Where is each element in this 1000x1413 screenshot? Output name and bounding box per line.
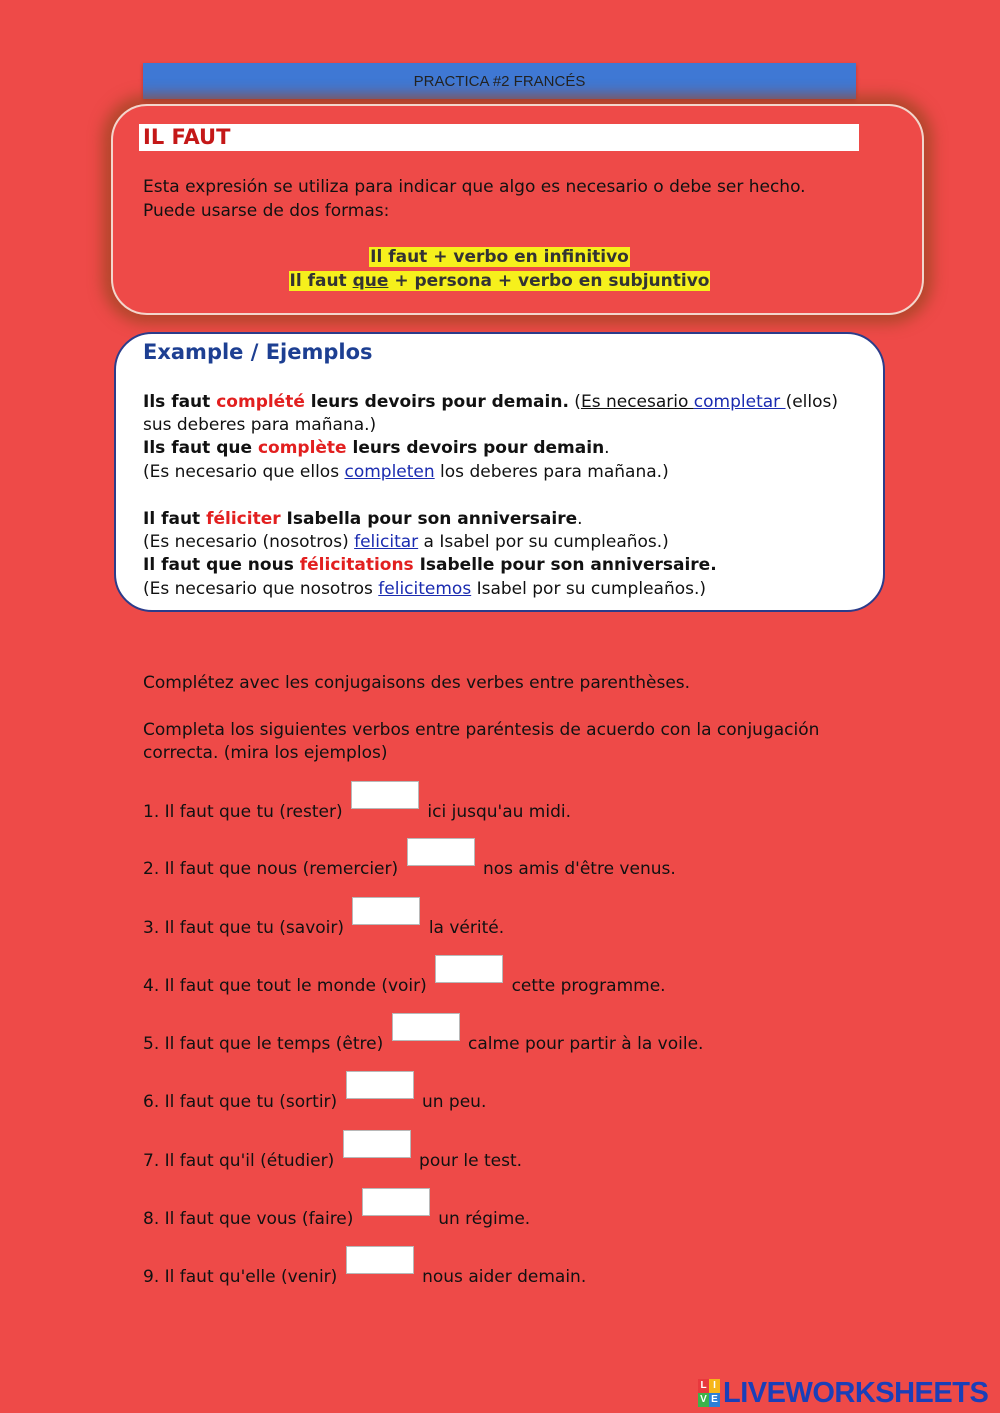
il-faut-intro-1: Esta expresión se utiliza para indicar que algo es necesario o debe ser hecho. [143, 177, 806, 197]
examples-title: Example / Ejemplos [143, 340, 373, 364]
example-3-c: Isabella pour son anniversaire [280, 509, 578, 529]
logo-mark-cell: E [709, 1393, 720, 1407]
question-3 [143, 916, 504, 940]
example-4-link: felicitemos [378, 579, 472, 599]
header-bar [143, 63, 856, 99]
example-3-line [143, 507, 583, 531]
form-2-part-a: Il faut [289, 271, 353, 291]
il-faut-title-bar [139, 124, 859, 151]
question-8-text: 8. Il faut que vous (faire) [143, 1209, 354, 1229]
il-faut-title: IL FAUT [143, 125, 231, 149]
form-2-part-c: + persona + verbo en subjuntivo [388, 271, 710, 291]
answer-input-2[interactable] [407, 838, 475, 866]
logo-mark-icon [698, 1379, 720, 1407]
question-9-text: 9. Il faut qu'elle (venir) [143, 1267, 338, 1287]
question-9-rest: nous aider demain. [422, 1267, 587, 1287]
logo-mark-cell: V [698, 1393, 709, 1407]
question-4-rest: cette programme. [511, 976, 666, 996]
question-5-rest: calme pour partir à la voile. [468, 1034, 704, 1054]
example-2-translation [143, 460, 669, 484]
example-4-t3: Isabel por su cumpleaños.) [471, 579, 707, 599]
example-3-verb: féliciter [206, 509, 281, 529]
question-8-rest: un régime. [438, 1209, 531, 1229]
example-1-c: leurs devoirs pour demain. [304, 392, 569, 412]
example-3-t1: (Es necesario (nosotros) [143, 532, 355, 552]
example-2-verb: complète [257, 438, 347, 458]
form-2-part-b: que [352, 271, 389, 291]
answer-input-7[interactable] [343, 1130, 411, 1158]
example-4-t1: (Es necesario que nosotros [143, 579, 379, 599]
example-1-g: (ellos) [785, 392, 838, 412]
example-2-line [143, 436, 610, 460]
answer-input-4[interactable] [435, 955, 503, 983]
form-1-text: Il faut + verbo en infinitivo [370, 247, 629, 267]
question-6-rest: un peu. [421, 1092, 487, 1112]
example-1-cont: sus deberes para mañana.) [143, 415, 377, 435]
example-3-t3: a Isabel por su cumpleaños.) [418, 532, 669, 552]
logo-mark-cell: L [698, 1379, 709, 1393]
question-3-text: 3. Il faut que tu (savoir) [143, 918, 344, 938]
question-6 [143, 1090, 486, 1114]
example-1-a: Ils faut [143, 392, 217, 412]
liveworksheets-logo [698, 1378, 988, 1408]
question-9 [143, 1265, 586, 1289]
question-5 [143, 1032, 703, 1056]
question-1 [143, 800, 571, 824]
example-1-d: ( [568, 392, 581, 412]
answer-input-6[interactable] [346, 1071, 414, 1099]
question-4 [143, 974, 666, 998]
example-1-verb: complété [216, 392, 305, 412]
logo-text: LIVEWORKSHEETS [723, 1376, 989, 1409]
example-3-a: Il faut [143, 509, 207, 529]
example-2-t1: (Es necesario que ellos [143, 462, 345, 482]
question-8 [143, 1207, 530, 1231]
example-4-a: Il faut que nous [143, 555, 300, 575]
question-7-text: 7. Il faut qu'il (étudier) [143, 1151, 335, 1171]
example-3-d: . [577, 509, 583, 529]
example-4-translation [143, 577, 706, 601]
question-4-text: 4. Il faut que tout le monde (voir) [143, 976, 427, 996]
example-2-d: . [604, 438, 610, 458]
question-6-text: 6. Il faut que tu (sortir) [143, 1092, 338, 1112]
question-7-rest: pour le test. [419, 1151, 523, 1171]
answer-input-3[interactable] [352, 897, 420, 925]
question-2-rest: nos amis d'être venus. [482, 859, 676, 879]
example-1-e: Es necesario [580, 392, 694, 412]
question-5-text: 5. Il faut que le temps (être) [143, 1034, 384, 1054]
example-1-line [143, 390, 838, 414]
instruction-fr: Complétez avec les conjugaisons des verbes entre parenthèses. [143, 673, 691, 693]
answer-input-8[interactable] [362, 1188, 430, 1216]
logo-mark-cell: I [709, 1379, 720, 1393]
example-1-link: completar [693, 392, 786, 412]
question-1-rest: ici jusqu'au midi. [427, 802, 571, 822]
question-3-rest: la vérité. [428, 918, 505, 938]
question-2-text: 2. Il faut que nous (remercier) [143, 859, 399, 879]
instruction-es-2: correcta. (mira los ejemplos) [143, 743, 388, 763]
answer-input-9[interactable] [346, 1246, 414, 1274]
form-2-line [143, 269, 856, 293]
question-1-text: 1. Il faut que tu (rester) [143, 802, 343, 822]
example-2-t3: los deberes para mañana.) [434, 462, 669, 482]
question-7 [143, 1149, 522, 1173]
example-4-c: Isabelle pour son anniversaire. [413, 555, 717, 575]
il-faut-intro-2: Puede usarse de dos formas: [143, 201, 390, 221]
instruction-es-1: Completa los siguientes verbos entre paréntesis de acuerdo con la conjugación [143, 720, 820, 740]
example-3-translation [143, 530, 669, 554]
example-2-a: Ils faut que [143, 438, 258, 458]
form-2-text [289, 271, 711, 291]
example-4-verb: félicitations [299, 555, 414, 575]
page-title: PRACTICA #2 FRANCÉS [413, 73, 586, 90]
example-2-link: completen [344, 462, 435, 482]
example-2-c: leurs devoirs pour demain [346, 438, 605, 458]
question-2 [143, 857, 676, 881]
answer-input-5[interactable] [392, 1013, 460, 1041]
answer-input-1[interactable] [351, 781, 419, 809]
example-3-link: felicitar [354, 532, 419, 552]
example-4-line [143, 553, 717, 577]
form-1-line [143, 245, 856, 269]
